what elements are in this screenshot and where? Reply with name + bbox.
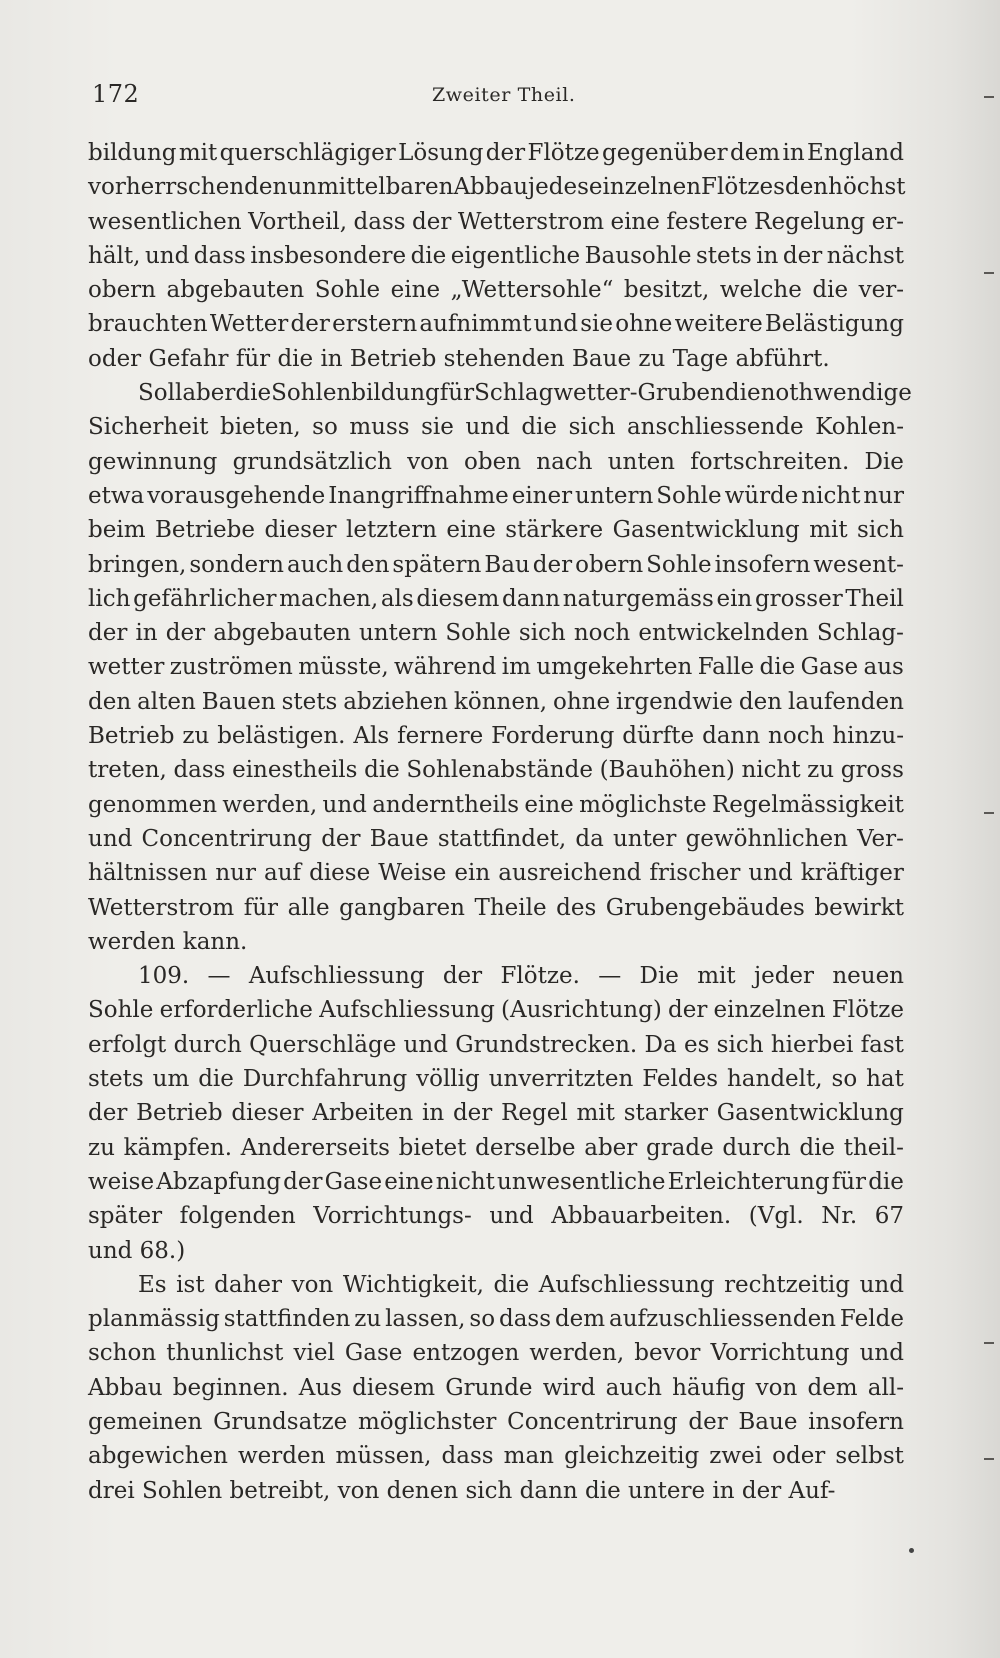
text-line: werden kann. (88, 928, 248, 955)
text-line: erfolgt durch Querschläge und Grundstrecken. Da es sich hierbei fast (88, 1031, 904, 1058)
page-header (92, 80, 902, 120)
text-line: weise Abzapfung der Gase eine nicht unwesentliche Erleichterung für die (88, 1168, 904, 1195)
text-line: planmässig stattfinden zu lassen, so dass dem aufzuschliessenden Felde (88, 1306, 904, 1333)
page-number: 172 (92, 80, 140, 108)
text-line: wetter zuströmen müsste, während im umgekehrten Falle die Gase aus (88, 654, 904, 681)
text-line: abgewichen werden müssen, dass man gleichzeitig zwei oder selbst (88, 1443, 904, 1470)
text-line: vorherrschenden unmittelbaren Abbau jedes einzelnen Flötzes den höchst (88, 174, 906, 201)
margin-mark (984, 1342, 994, 1344)
text-line: der Betrieb dieser Arbeiten in der Regel mit starker Gasentwicklung (88, 1100, 904, 1127)
text-line: Es ist daher von Wichtigkeit, die Aufschliessung rechtzeitig und (138, 1271, 904, 1298)
text-line: beim Betriebe dieser letztern eine stärkere Gasentwicklung mit sich (88, 517, 904, 544)
text-line: und 68.) (88, 1237, 186, 1264)
paragraph (88, 376, 912, 959)
text-line: Wetterstrom für alle gangbaren Theile des Grubengebäudes bewirkt (88, 894, 904, 921)
margin-mark (984, 272, 994, 274)
text-line: drei Sohlen betreibt, von denen sich dann die untere in der Auf- (88, 1477, 836, 1504)
text-line: treten, dass einestheils die Sohlenabstände (Bauhöhen) nicht zu gross (88, 757, 904, 784)
text-line: später folgenden Vorrichtungs- und Abbauarbeiten. (Vgl. Nr. 67 (88, 1203, 904, 1230)
text-line: brauchten Wetter der erstern aufnimmt und sie ohne weitere Belästigung (88, 311, 904, 338)
text-line: oder Gefahr für die in Betrieb stehenden Baue zu Tage abführt. (88, 345, 830, 372)
text-line: schon thunlichst viel Gase entzogen werden, bevor Vorrichtung und (88, 1340, 904, 1367)
margin-mark (984, 96, 994, 98)
margin-mark (984, 1458, 994, 1460)
paragraph (88, 136, 904, 376)
text-line: etwa vorausgehende Inangriffnahme einer untern Sohle würde nicht nur (88, 482, 904, 509)
text-line: Sohle erforderliche Aufschliessung (Ausrichtung) der einzelnen Flötze (88, 997, 904, 1024)
text-line: und Concentrirung der Baue stattfindet, da unter gewöhnlichen Ver- (88, 825, 904, 852)
text-line: bildung mit querschlägiger Lösung der Flötze gegenüber dem in England (88, 140, 904, 166)
text-line: Soll aber die Sohlenbildung für Schlagwetter-Gruben die nothwendige (138, 380, 912, 407)
text-line: den alten Bauen stets abziehen können, ohne irgendwie den laufenden (88, 688, 904, 715)
text-line: wesentlichen Vortheil, dass der Wetterstrom eine festere Regelung er- (88, 208, 904, 235)
text-line: 109. — Aufschliessung der Flötze. — Die mit jeder neuen (138, 963, 904, 990)
text-line: Sicherheit bieten, so muss sie und die sich anschliessende Kohlen- (88, 414, 904, 441)
body-text (88, 136, 912, 1508)
running-head: Zweiter Theil. (432, 84, 576, 106)
text-line: hältnissen nur auf diese Weise ein ausreichend frischer und kräftiger (88, 860, 904, 887)
text-line: obern abgebauten Sohle eine „Wettersohle“ besitzt, welche die ver- (88, 277, 904, 304)
text-line: der in der abgebauten untern Sohle sich noch entwickelnden Schlag- (88, 620, 904, 647)
text-line: zu kämpfen. Andererseits bietet derselbe aber grade durch die theil- (88, 1134, 904, 1161)
text-line: gemeinen Grundsatze möglichster Concentrirung der Baue insofern (88, 1408, 904, 1435)
text-line: hält, und dass insbesondere die eigentliche Bausohle stets in der nächst (88, 242, 904, 269)
text-line: bringen, sondern auch den spätern Bau der obern Sohle insofern wesent- (88, 551, 904, 578)
margin-mark (984, 812, 994, 814)
ink-dot (909, 1548, 914, 1553)
text-line: Betrieb zu belästigen. Als fernere Forderung dürfte dann noch hinzu- (88, 723, 904, 750)
text-line: Abbau beginnen. Aus diesem Grunde wird auch häufig von dem all- (88, 1374, 904, 1401)
text-line: lich gefährlicher machen, als diesem dann naturgemäss ein grosser Theil (88, 585, 904, 612)
text-line: genommen werden, und anderntheils eine möglichste Regelmässigkeit (88, 791, 904, 818)
paragraph (88, 959, 904, 1268)
text-line: stets um die Durchfahrung völlig unverritzten Feldes handelt, so hat (88, 1066, 904, 1093)
paragraph (88, 1268, 904, 1508)
text-line: gewinnung grundsätzlich von oben nach unten fortschreiten. Die (88, 448, 904, 475)
